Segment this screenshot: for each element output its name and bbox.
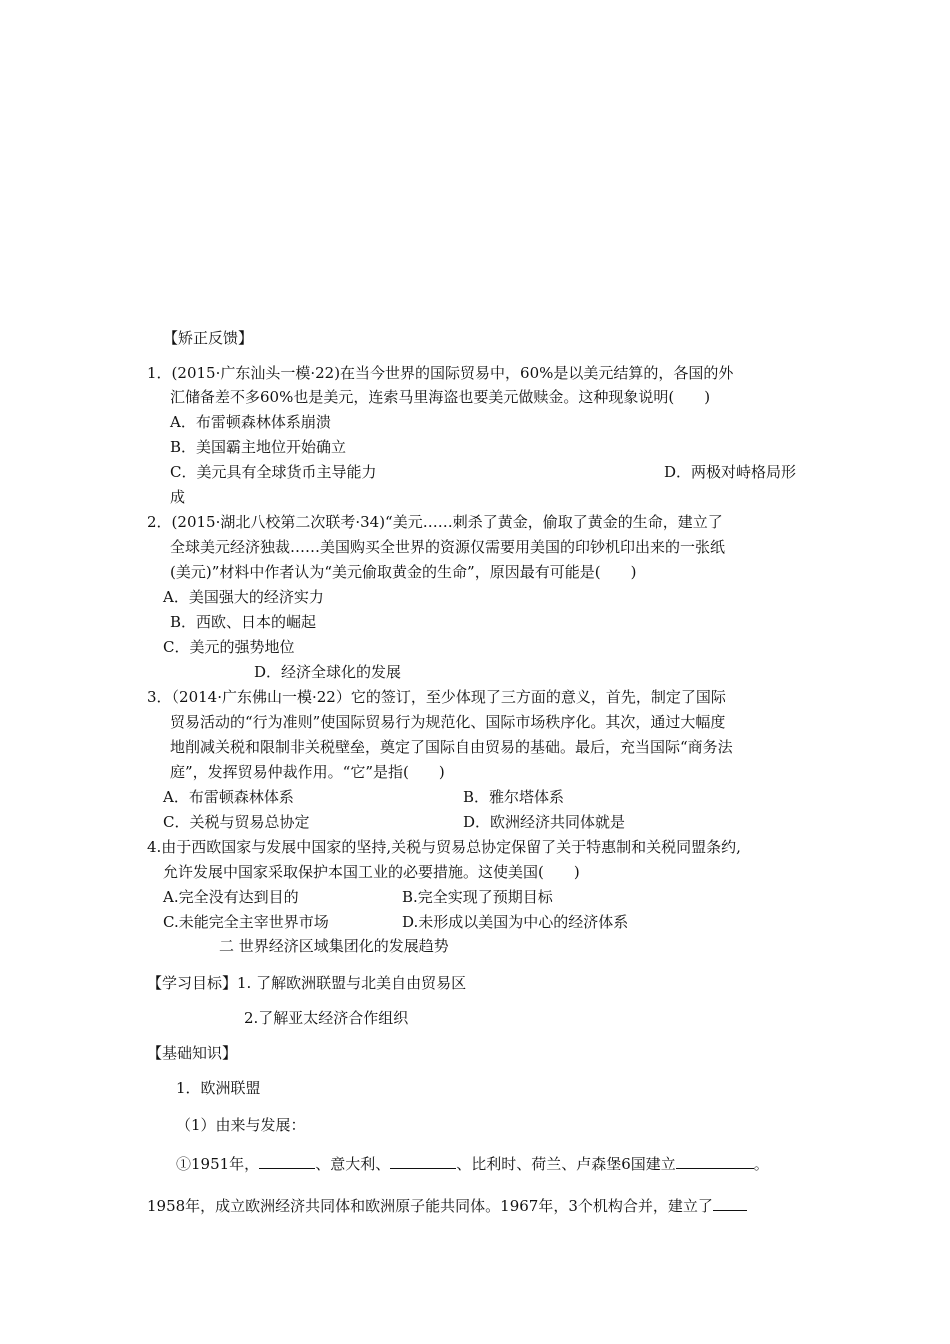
fill-text-2: 、意大利、 bbox=[315, 1155, 391, 1173]
blank-4[interactable] bbox=[713, 1194, 747, 1211]
q3-option-b: B．雅尔塔体系 bbox=[463, 788, 565, 806]
q1-option-d-continued: 成 bbox=[170, 488, 186, 506]
q4-stem-line2: 允许发展中国家采取保护本国工业的必要措施。这使美国( ) bbox=[163, 863, 580, 881]
q1-option-b: B．美国霸主地位开始确立 bbox=[170, 438, 347, 456]
q3-stem-line1: 3．（2014·广东佛山一模·22）它的签订，至少体现了三方面的意义，首先，制定了国际 bbox=[147, 688, 726, 706]
q2-stem-line3: (美元)”材料中作者认为“美元偷取黄金的生命”，原因最有可能是( ) bbox=[170, 563, 637, 581]
q1-option-d: D．两极对峙格局形 bbox=[664, 463, 797, 481]
q3-stem-line3: 地削减关税和限制非关税壁垒，奠定了国际自由贸易的基础。最后，充当国际“商务法 bbox=[170, 738, 733, 756]
blank-3[interactable] bbox=[676, 1152, 754, 1169]
q3-stem-line4: 庭”，发挥贸易仲裁作用。“它”是指( ) bbox=[170, 763, 445, 781]
blank-1[interactable] bbox=[259, 1152, 315, 1169]
learning-goal-2: 2.了解亚太经济合作组织 bbox=[244, 1009, 409, 1027]
q1-stem-line2: 汇储备差不多60%也是美元，连索马里海盗也要美元做赎金。这种现象说明( ) bbox=[170, 388, 711, 406]
q3-stem-line2: 贸易活动的“行为准则”使国际贸易行为规范化、国际市场秩序化。其次，通过大幅度 bbox=[170, 713, 726, 731]
history-1958-line bbox=[147, 1194, 747, 1216]
q2-option-b: B．西欧、日本的崛起 bbox=[170, 613, 317, 631]
basics-sub-1: （1）由来与发展： bbox=[176, 1116, 306, 1134]
correction-heading: 【矫正反馈】 bbox=[163, 329, 254, 347]
q1-stem-line1: 1．(2015·广东汕头一模·22)在当今世界的国际贸易中，60%是以美元结算的，各国的外 bbox=[147, 364, 734, 382]
basics-item-1: 1．欧洲联盟 bbox=[176, 1079, 261, 1097]
q3-option-c: C．关税与贸易总协定 bbox=[163, 813, 310, 831]
fill-text-3: 、比利时、荷兰、卢森堡6国建立 bbox=[456, 1155, 676, 1173]
q4-option-c: C.未能完全主宰世界市场 bbox=[163, 913, 329, 931]
q1-option-a: A．布雷顿森林体系崩溃 bbox=[170, 413, 331, 431]
q2-stem-line1: 2．(2015·湖北八校第二次联考·34)“美元……刺杀了黄金，偷取了黄金的生命，建立了 bbox=[147, 513, 723, 531]
learning-goal-1: 1. 了解欧洲联盟与北美自由贸易区 bbox=[237, 974, 467, 992]
q4-option-d: D.未形成以美国为中心的经济体系 bbox=[402, 913, 629, 931]
history-1958-text: 1958年，成立欧洲经济共同体和欧洲原子能共同体。1967年，3个机构合并，建立了 bbox=[147, 1197, 713, 1215]
q2-option-c: C．美元的强势地位 bbox=[163, 638, 295, 656]
learning-goals bbox=[147, 973, 466, 993]
learning-goals-label: 【学习目标】 bbox=[147, 974, 238, 992]
q2-option-a: A．美国强大的经济实力 bbox=[163, 588, 324, 606]
fill-in-line bbox=[176, 1152, 769, 1174]
q3-option-a: A．布雷顿森林体系 bbox=[163, 788, 294, 806]
fill-text-1: ①1951年， bbox=[176, 1155, 260, 1173]
q2-option-d: D．经济全球化的发展 bbox=[254, 663, 402, 681]
q3-option-d: D．欧洲经济共同体就是 bbox=[463, 813, 626, 831]
q4-option-b: B.完全实现了预期目标 bbox=[402, 888, 553, 906]
q4-option-a: A.完全没有达到目的 bbox=[163, 888, 299, 906]
q4-stem-line1: 4.由于西欧国家与发展中国家的坚持,关税与贸易总协定保留了关于特惠制和关税同盟条约, bbox=[147, 838, 741, 856]
q2-stem-line2: 全球美元经济独裁……美国购买全世界的资源仅需要用美国的印钞机印出来的一张纸 bbox=[170, 538, 726, 556]
section-title: 二 世界经济区域集团化的发展趋势 bbox=[219, 937, 449, 955]
blank-2[interactable] bbox=[390, 1152, 456, 1169]
basics-heading: 【基础知识】 bbox=[147, 1044, 238, 1062]
fill-text-end: 。 bbox=[753, 1155, 769, 1173]
q1-option-c: C．美元具有全球货币主导能力 bbox=[170, 463, 377, 481]
